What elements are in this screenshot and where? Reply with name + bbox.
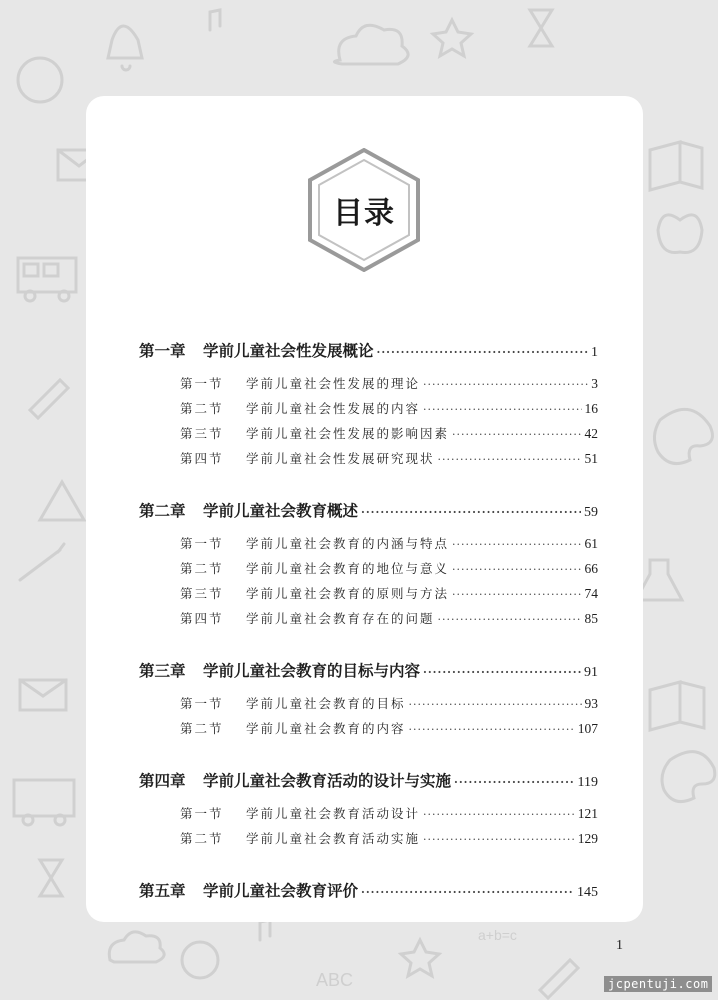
page-ref: 85 bbox=[584, 611, 598, 626]
section-number: 第二节 bbox=[180, 721, 224, 736]
triangle-icon bbox=[40, 482, 84, 520]
music-note-icon bbox=[260, 920, 270, 940]
page-ref: 42 bbox=[584, 426, 598, 441]
dot-leader bbox=[423, 660, 581, 686]
page-ref: 91 bbox=[584, 665, 598, 680]
chapter-title: 学前儿童社会教育评价 bbox=[203, 881, 359, 900]
page-number: 1 bbox=[616, 938, 623, 953]
page-ref: 93 bbox=[584, 696, 598, 711]
section-number: 第一节 bbox=[180, 696, 224, 711]
page-ref: 51 bbox=[584, 451, 598, 466]
section-number: 第一节 bbox=[180, 376, 224, 391]
dot-leader bbox=[361, 880, 574, 906]
dot-leader bbox=[423, 827, 575, 852]
chapter-number: 第二章 bbox=[139, 501, 186, 520]
page-ref: 107 bbox=[577, 721, 598, 736]
section-title: 学前儿童社会教育活动设计 bbox=[246, 806, 421, 821]
section-title: 学前儿童社会性发展的影响因素 bbox=[246, 426, 450, 441]
section-number: 第一节 bbox=[180, 806, 224, 821]
section-number: 第二节 bbox=[180, 401, 224, 416]
toc-section[interactable] bbox=[139, 581, 598, 606]
doodle-text-equation: a+b=c bbox=[478, 927, 517, 943]
section-number: 第四节 bbox=[180, 611, 224, 626]
page-title: 目录 bbox=[333, 196, 395, 231]
watermark: jcpentuji.com bbox=[604, 976, 712, 992]
toc-section[interactable] bbox=[139, 716, 598, 741]
dot-leader bbox=[452, 582, 581, 607]
toc-section[interactable] bbox=[139, 421, 598, 446]
section-title: 学前儿童社会性发展的理论 bbox=[246, 376, 421, 391]
pencil-icon bbox=[540, 960, 578, 998]
section-number: 第一节 bbox=[180, 536, 224, 551]
section-title: 学前儿童社会教育的原则与方法 bbox=[246, 586, 450, 601]
page-ref: 66 bbox=[584, 561, 598, 576]
section-title: 学前儿童社会教育的地位与意义 bbox=[246, 561, 450, 576]
section-number: 第三节 bbox=[180, 586, 224, 601]
dot-leader bbox=[423, 397, 581, 422]
dot-leader bbox=[438, 607, 582, 632]
paintbrush-icon bbox=[20, 544, 64, 580]
toc-section[interactable] bbox=[139, 371, 598, 396]
chapter-title: 学前儿童社会教育概述 bbox=[203, 501, 359, 520]
apple-icon bbox=[658, 215, 702, 253]
section-title: 学前儿童社会教育存在的问题 bbox=[246, 611, 435, 626]
section-title: 学前儿童社会教育的内涵与特点 bbox=[246, 536, 450, 551]
chapter-title: 学前儿童社会教育活动的设计与实施 bbox=[203, 771, 452, 790]
cloud-icon bbox=[109, 932, 164, 962]
toc-chapter-3[interactable] bbox=[139, 658, 598, 684]
bus-icon bbox=[14, 780, 74, 816]
section-title: 学前儿童社会教育的内容 bbox=[246, 721, 406, 736]
toc-section[interactable] bbox=[139, 531, 598, 556]
envelope-icon bbox=[20, 680, 66, 710]
toc-section[interactable] bbox=[139, 396, 598, 421]
doodle-text-abc: ABC bbox=[316, 970, 354, 990]
chapter-title: 学前儿童社会教育的目标与内容 bbox=[203, 661, 421, 680]
palette-icon bbox=[662, 752, 715, 802]
section-number: 第四节 bbox=[180, 451, 224, 466]
dot-leader bbox=[452, 532, 581, 557]
dot-leader bbox=[377, 340, 588, 366]
page-ref: 1 bbox=[591, 345, 598, 360]
toc-section[interactable] bbox=[139, 606, 598, 631]
toc-section[interactable] bbox=[139, 556, 598, 581]
section-number: 第二节 bbox=[180, 831, 224, 846]
page-ref: 61 bbox=[584, 536, 598, 551]
page-ref: 145 bbox=[577, 885, 598, 900]
section-title: 学前儿童社会教育的目标 bbox=[246, 696, 406, 711]
dot-leader bbox=[452, 422, 581, 447]
section-number: 第二节 bbox=[180, 561, 224, 576]
dot-leader bbox=[438, 447, 582, 472]
hourglass-icon bbox=[530, 10, 552, 46]
title-hexagon bbox=[307, 148, 421, 272]
bell-icon bbox=[108, 26, 142, 70]
pencil-icon bbox=[30, 380, 68, 418]
chapter-number: 第五章 bbox=[139, 881, 186, 900]
toc-section[interactable] bbox=[139, 801, 598, 826]
star-icon bbox=[433, 20, 471, 56]
toc-chapter-5[interactable] bbox=[139, 878, 598, 904]
page-ref: 59 bbox=[584, 505, 598, 520]
dot-leader bbox=[423, 372, 588, 397]
dot-leader bbox=[409, 692, 582, 717]
page-ref: 3 bbox=[591, 376, 598, 391]
dot-leader bbox=[409, 717, 575, 742]
clock-icon bbox=[18, 58, 62, 102]
page-ref: 129 bbox=[577, 831, 598, 846]
section-title: 学前儿童社会教育活动实施 bbox=[246, 831, 421, 846]
chapter-title: 学前儿童社会性发展概论 bbox=[203, 341, 374, 360]
dot-leader bbox=[452, 557, 581, 582]
section-title: 学前儿童社会性发展研究现状 bbox=[246, 451, 435, 466]
clock-icon bbox=[182, 942, 218, 978]
section-number: 第三节 bbox=[180, 426, 224, 441]
cloud-icon bbox=[334, 25, 408, 64]
dot-leader bbox=[361, 500, 581, 526]
page-ref: 74 bbox=[584, 586, 598, 601]
book-icon bbox=[650, 682, 704, 730]
toc-section[interactable] bbox=[139, 826, 598, 851]
table-of-contents bbox=[139, 338, 598, 904]
toc-chapter-4[interactable] bbox=[139, 768, 598, 794]
section-title: 学前儿童社会性发展的内容 bbox=[246, 401, 421, 416]
page-ref: 16 bbox=[584, 401, 598, 416]
toc-chapter-1[interactable] bbox=[139, 338, 598, 364]
star-icon bbox=[401, 940, 439, 976]
dot-leader bbox=[423, 802, 575, 827]
toc-section[interactable] bbox=[139, 691, 598, 716]
chapter-number: 第一章 bbox=[139, 341, 186, 360]
bus-icon bbox=[18, 258, 76, 292]
dot-leader bbox=[454, 770, 575, 796]
book-icon bbox=[650, 142, 702, 190]
page-ref: 121 bbox=[577, 806, 598, 821]
chapter-number: 第四章 bbox=[139, 771, 186, 790]
toc-section[interactable] bbox=[139, 446, 598, 471]
page-ref: 119 bbox=[577, 775, 598, 790]
hourglass-icon bbox=[40, 860, 62, 896]
toc-chapter-2[interactable] bbox=[139, 498, 598, 524]
palette-icon bbox=[654, 409, 712, 463]
music-note-icon bbox=[210, 10, 220, 30]
chapter-number: 第三章 bbox=[139, 661, 186, 680]
